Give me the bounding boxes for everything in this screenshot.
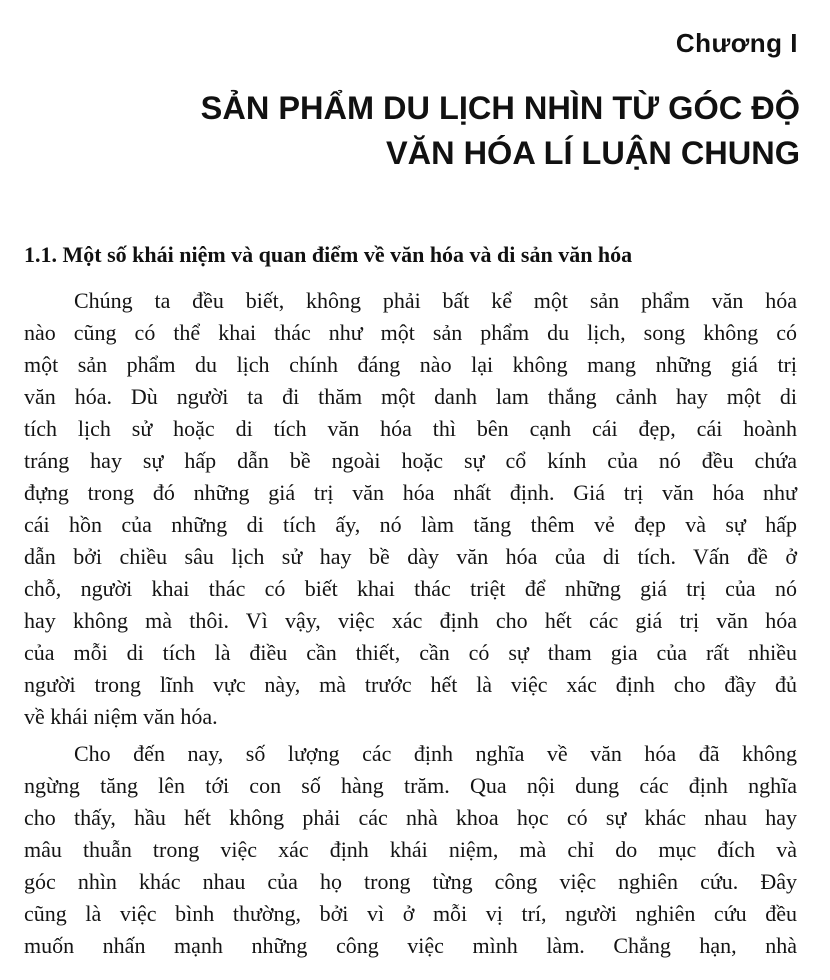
chapter-title-line: SẢN PHẨM DU LỊCH NHÌN TỪ GÓC ĐỘ <box>200 90 800 126</box>
text-line: người trong lĩnh vực này, mà trước hết là việc xác định cho đầy đủ <box>24 672 797 697</box>
paragraph <box>24 285 797 733</box>
text-line: chỗ, người khai thác có biết khai thác triệt để những giá trị của nó <box>24 576 797 601</box>
text-line: dẫn bởi chiều sâu lịch sử hay bề dày văn hóa của di tích. Vấn đề ở <box>24 544 797 569</box>
text-line: văn hóa. Dù người ta đi thăm một danh lam thắng cảnh hay một di <box>24 384 797 409</box>
text-line: tích lịch sử hoặc di tích văn hóa thì bên cạnh cái đẹp, cái hoành <box>24 416 797 441</box>
text-line: cho thấy, hầu hết không phải các nhà khoa học có sự khác nhau hay <box>24 805 797 830</box>
text-line: về khái niệm văn hóa. <box>24 704 218 729</box>
text-line: cũng là việc bình thường, bởi vì ở mỗi vị trí, người nghiên cứu đều <box>24 901 797 926</box>
chapter-label: Chương I <box>675 28 798 58</box>
text-line: mâu thuẫn trong việc xác định khái niệm, mà chỉ do mục đích và <box>24 837 797 862</box>
text-line: một sản phẩm du lịch chính đáng nào lại không mang những giá trị <box>24 352 797 377</box>
text-line: Cho đến nay, số lượng các định nghĩa về văn hóa đã không <box>74 741 797 766</box>
chapter-title <box>201 86 800 176</box>
text-line: tráng hay sự hấp dẫn bề ngoài hoặc sự cổ kính của nó đều chứa <box>24 448 797 473</box>
text-line: muốn nhấn mạnh những công việc mình làm. Chẳng hạn, nhà <box>24 933 797 958</box>
text-line: nào cũng có thể khai thác như một sản phẩm du lịch, song không có <box>24 320 797 345</box>
text-line: đựng trong đó những giá trị văn hóa nhất định. Giá trị văn hóa như <box>24 480 797 505</box>
text-line: Chúng ta đều biết, không phải bất kể một sản phẩm văn hóa <box>74 288 797 313</box>
text-line: của mỗi di tích là điều cần thiết, cần có sự tham gia của rất nhiều <box>24 640 797 665</box>
text-line: cái hồn của những di tích ấy, nó làm tăng thêm vẻ đẹp và sự hấp <box>24 512 797 537</box>
section-heading: 1.1. Một số khái niệm và quan điểm về văn hóa và di sản văn hóa <box>24 242 633 267</box>
text-line: hay không mà thôi. Vì vậy, việc xác định cho hết các giá trị văn hóa <box>24 608 797 633</box>
paragraph <box>24 738 797 962</box>
chapter-title-line: VĂN HÓA LÍ LUẬN CHUNG <box>385 135 800 171</box>
text-line: góc nhìn khác nhau của họ trong từng công việc nghiên cứu. Đây <box>24 869 797 894</box>
text-line: ngừng tăng lên tới con số hàng trăm. Qua nội dung các định nghĩa <box>24 773 797 798</box>
